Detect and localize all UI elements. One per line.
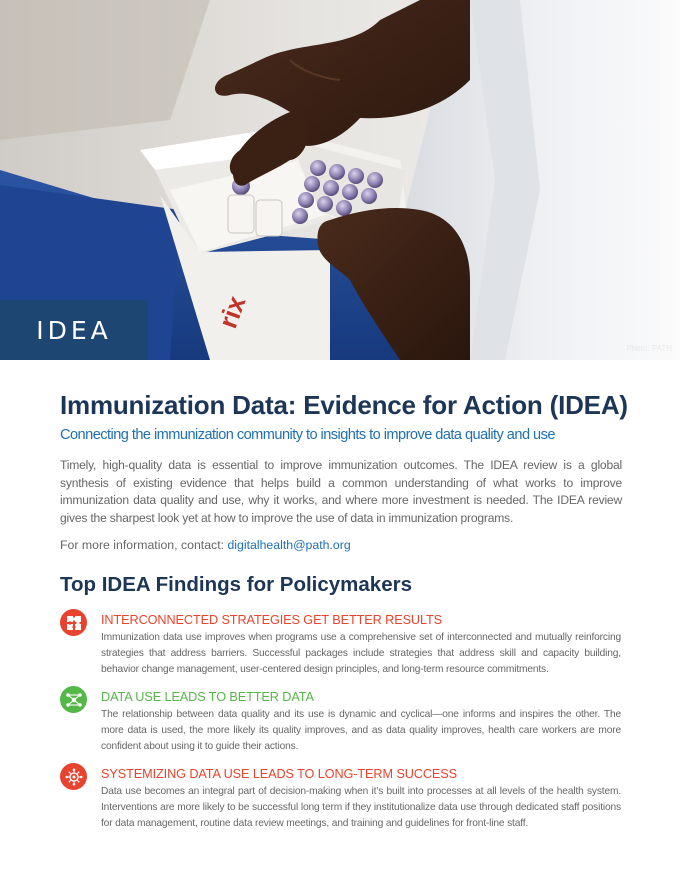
network-icon (60, 686, 87, 713)
puzzle-icon (60, 609, 87, 636)
box-print-text: rix (212, 291, 252, 333)
page-subtitle: Connecting the immunization community to insights to improve data quality and use (60, 427, 555, 443)
findings-section-title: Top IDEA Findings for Policymakers (60, 573, 412, 596)
finding-body: Immunization data use improves when programs use a comprehensive set of interconnected and mutually reinforcing strategies that address barriers. Successful packages include strategies that address skill and capacity building, behavior change management, user-centered design principles, and long-term resource commitments. (101, 632, 621, 675)
contact-email-link[interactable]: digitalhealth@path.org (227, 538, 351, 552)
hero-photo (0, 0, 680, 360)
finding-body: Data use becomes an integral part of decision-making when it’s built into processes at all levels of the health system. Interventions are more likely to be successful long term if they institutionalize data use through dedicated staff positions for data management, routine data review meetings, and training and guidelines for front-line staff. (101, 786, 621, 829)
contact-prefix: For more information, contact: (60, 538, 228, 552)
page-title: Immunization Data: Evidence for Action (IDEA) (60, 390, 628, 420)
finding-heading: DATA USE LEADS TO BETTER DATA (101, 690, 314, 704)
gear-network-icon (60, 763, 87, 790)
idea-logo-badge: IDEA (0, 300, 148, 360)
photo-credit: Photo: PATH (626, 344, 672, 353)
intro-paragraph: Timely, high-quality data is essential to improve immunization outcomes. The IDEA review is a global synthesis of existing evidence that helps build a common understanding of what works to improve immunization data quality and use, why it works, and where more investment is needed. The IDEA review gives the sharpest look yet at how to improve the use of data in immunization programs. (60, 458, 622, 525)
finding-body: The relationship between data quality and its use is dynamic and cyclical—one informs and inspires the other. The more data is used, the more likely its quality improves, and as data quality improves, health care workers are more confident about using it to guide their actions. (101, 709, 621, 752)
finding-heading: SYSTEMIZING DATA USE LEADS TO LONG-TERM SUCCESS (101, 767, 458, 781)
finding-heading: INTERCONNECTED STRATEGIES GET BETTER RESULTS (101, 613, 443, 627)
contact-line (60, 538, 351, 552)
